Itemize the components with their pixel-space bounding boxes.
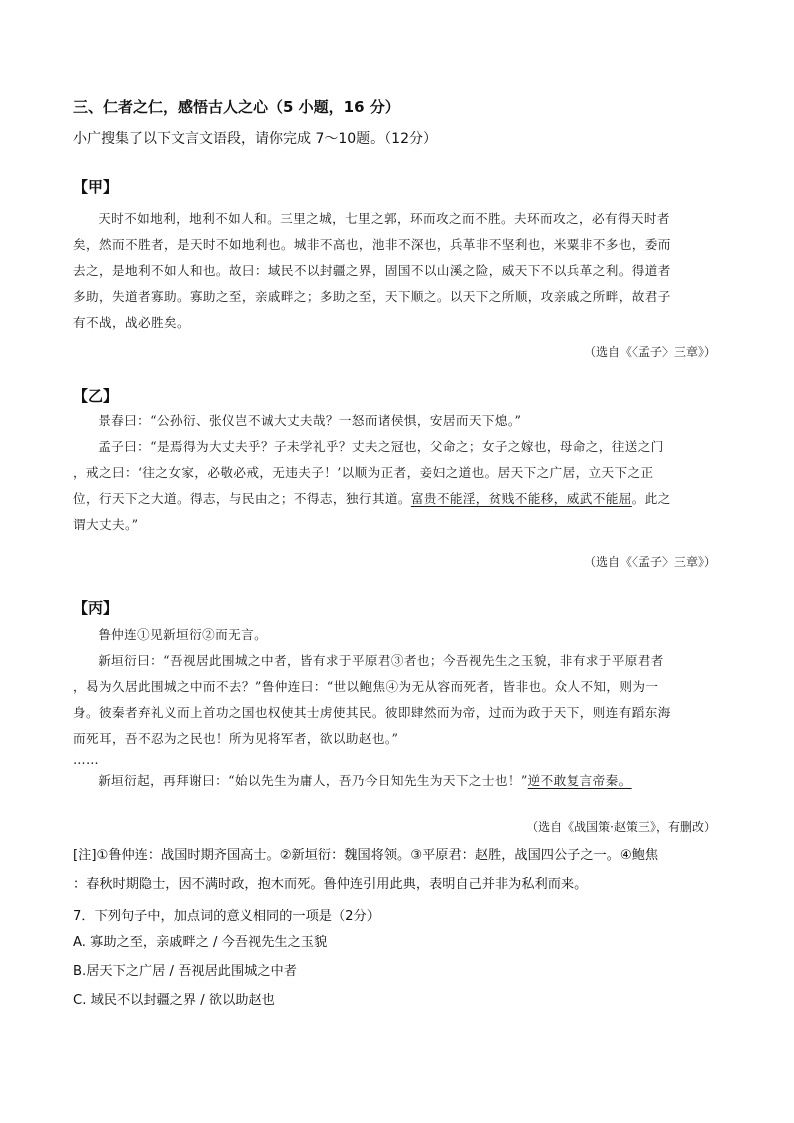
passage-line: 天时不如地利，地利不如人和。三里之城，七里之郭，环而攻之而不胜。夫环而攻之，必有得天时者 <box>98 211 670 226</box>
passage-jia-mark: 【甲】 <box>73 178 119 196</box>
passage-line: ，戒之曰：‘往之女家，必敬必戒，无违夫子！’以顺为正者，妾妇之道也。居天下之广居，立天下之正 <box>73 465 654 480</box>
passage-bing-source: （选自《战国策·赵策三》，有删改） <box>526 820 716 834</box>
passage-line: 去之，是地利不如人和也。故曰：域民不以封疆之界，固国不以山溪之险，威天下不以兵革之利。得道者 <box>73 263 671 278</box>
passage-yi <box>73 408 723 538</box>
underlined-sentence: 富贵不能淫，贫贱不能移，威武不能屈 <box>410 491 632 506</box>
passage-line: 景春曰：“公孙衍、张仪岂不诚大丈夫哉？一怒而诸侯惧，安居而天下熄。” <box>98 413 522 428</box>
passage-line: 多助，失道者寡助。寡助之至，亲戚畔之；多助之至，天下顺之。以天下之所顺，攻亲戚之所畔，故君子 <box>73 289 671 304</box>
note-line: [注]①鲁仲连：战国时期齐国高士。②新垣衍：魏国将领。③平原君：赵胜，战国四公子之一。④鲍焦 <box>73 848 659 863</box>
passage-text: 新垣衍起，再拜谢曰：“始以先生为庸人，吾乃今日知先生为天下之士也！” <box>98 773 528 788</box>
passage-jia-source: （选自《〈孟子〉三章》） <box>583 345 716 359</box>
passage-line: 有不战，战必胜矣。 <box>73 315 190 330</box>
passage-yi-mark: 【乙】 <box>73 387 119 405</box>
note-line: ：春秋时期隐士，因不满时政，抱木而死。鲁仲连引用此典，表明自己并非为私利而来。 <box>73 877 588 892</box>
passage-line: ，曷为久居此围城之中而不去？”鲁仲连曰：“世以鲍焦④为无从容而死者，皆非也。众人不知，则为一 <box>73 679 659 694</box>
option-c[interactable]: C. 域民不以封疆之界 / 欲以助赵也 <box>73 993 275 1008</box>
annotation-note <box>73 841 733 899</box>
passage-text: 。此之 <box>631 491 671 506</box>
option-b[interactable]: B.居天下之广居 / 吾视居此围城之中者 <box>73 964 297 979</box>
passage-line: 鲁仲连①见新垣衍②而无言。 <box>98 627 268 642</box>
passage-line: 而死耳，吾不忍为之民也！所为见将军者，欲以助赵也。” <box>73 731 399 746</box>
passage-line <box>73 768 723 794</box>
passage-line: 身。彼秦者弃礼义而上首功之国也权使其士虏使其民。彼即肆然而为帝，过而为政于天下，则连有蹈东海 <box>73 705 671 720</box>
passage-yi-source: （选自《〈孟子〉三章》） <box>583 555 716 569</box>
underlined-sentence: 逆不敢复言帝秦。 <box>527 773 632 788</box>
passage-jia <box>73 206 723 336</box>
passage-line: 谓大丈夫。” <box>73 517 139 532</box>
ellipsis-line: …… <box>73 752 99 767</box>
question-7-stem: 7．下列句子中，加点词的意义相同的一项是（2分） <box>73 909 380 924</box>
passage-bing-mark: 【丙】 <box>73 599 119 617</box>
passage-bing <box>73 622 723 794</box>
passage-line <box>73 486 723 512</box>
option-a[interactable]: A. 寡助之至，亲戚畔之 / 今吾视先生之玉貌 <box>73 935 328 950</box>
passage-text: 位，行天下之大道。得志，与民由之；不得志，独行其道。 <box>73 491 411 506</box>
passage-line: 矣，然而不胜者，是天时不如地利也。城非不高也，池非不深也，兵革非不坚利也，米粟非不多也，委而 <box>73 237 671 252</box>
section-intro: 小广搜集了以下文言文语段，请你完成 7～10题。（12分） <box>73 131 437 147</box>
passage-line: 新垣衍曰：“吾视居此围城之中者，皆有求于平原君③者也；今吾视先生之玉貌，非有求于平原君者 <box>98 653 664 668</box>
passage-line: 孟子曰：“是焉得为大丈夫乎？子未学礼乎？丈夫之冠也，父命之；女子之嫁也，母命之，往送之门 <box>98 439 664 454</box>
section-title: 三、仁者之仁，感悟古人之心（5 小题，16 分） <box>73 98 400 116</box>
